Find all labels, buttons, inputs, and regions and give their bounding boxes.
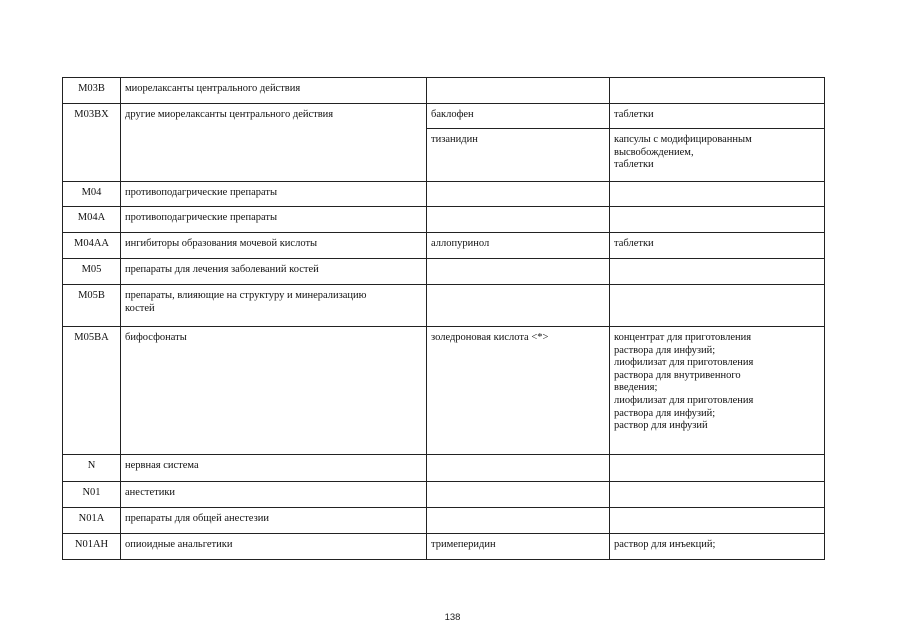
atc-code-cell: N (63, 455, 121, 482)
form-cell (610, 182, 825, 207)
group-cell: миорелаксанты центрального действия (121, 78, 427, 104)
atc-code-cell: M05B (63, 285, 121, 327)
atc-code-cell: N01A (63, 508, 121, 534)
table-row (63, 508, 825, 534)
group-cell: препараты для общей анестезии (121, 508, 427, 534)
table-row (63, 78, 825, 104)
form-cell (610, 508, 825, 534)
form-cell (610, 78, 825, 104)
atc-code-cell: M05 (63, 259, 121, 285)
form-cell: концентрат для приготовления раствора для инфузий; лиофилизат для приготовления раствора для внутривенного введения; лиофилизат для приготовления раствора для инфузий; раствор для инфузий (610, 327, 825, 455)
group-cell: противоподагрические препараты (121, 182, 427, 207)
drug-table (62, 77, 825, 560)
group-cell: анестетики (121, 482, 427, 508)
table-row (63, 534, 825, 560)
atc-code-cell: M04A (63, 207, 121, 233)
drug-cell (427, 78, 610, 104)
drug-cell (427, 182, 610, 207)
drug-cell: аллопуринол (427, 233, 610, 259)
drug-cell (427, 259, 610, 285)
form-cell: раствор для инъекций; (610, 534, 825, 560)
drug-cell (427, 455, 610, 482)
table-row (63, 182, 825, 207)
atc-code-cell: M04 (63, 182, 121, 207)
atc-code-cell: M03B (63, 78, 121, 104)
form-cell (610, 482, 825, 508)
atc-code-cell: N01AH (63, 534, 121, 560)
drug-cell (427, 285, 610, 327)
group-cell: другие миорелаксанты центрального действия (121, 104, 427, 182)
page-number: 138 (444, 612, 461, 623)
drug-cell (427, 482, 610, 508)
drug-cell: баклофен (427, 104, 610, 129)
drug-cell: тизанидин (427, 129, 610, 182)
form-cell: таблетки (610, 104, 825, 129)
table-row (63, 207, 825, 233)
form-cell: таблетки (610, 233, 825, 259)
form-cell: капсулы с модифицированным высвобождением, таблетки (610, 129, 825, 182)
group-cell: опиоидные анальгетики (121, 534, 427, 560)
table-row (63, 259, 825, 285)
table-row (63, 233, 825, 259)
table-row (63, 327, 825, 455)
table-row (63, 482, 825, 508)
form-cell (610, 455, 825, 482)
form-cell (610, 285, 825, 327)
group-cell: препараты, влияющие на структуру и минерализацию костей (121, 285, 427, 327)
group-cell: бифосфонаты (121, 327, 427, 455)
drug-cell (427, 207, 610, 233)
table-row (63, 285, 825, 327)
drug-cell: тримеперидин (427, 534, 610, 560)
drug-cell: золедроновая кислота <*> (427, 327, 610, 455)
atc-code-cell: N01 (63, 482, 121, 508)
group-cell: противоподагрические препараты (121, 207, 427, 233)
group-cell: нервная система (121, 455, 427, 482)
drug-cell (427, 508, 610, 534)
table-row (63, 104, 825, 129)
group-cell: препараты для лечения заболеваний костей (121, 259, 427, 285)
table-row (63, 455, 825, 482)
form-cell (610, 259, 825, 285)
atc-code-cell: M05BA (63, 327, 121, 455)
group-cell: ингибиторы образования мочевой кислоты (121, 233, 427, 259)
atc-code-cell: M04AA (63, 233, 121, 259)
form-cell (610, 207, 825, 233)
atc-code-cell: M03BX (63, 104, 121, 182)
